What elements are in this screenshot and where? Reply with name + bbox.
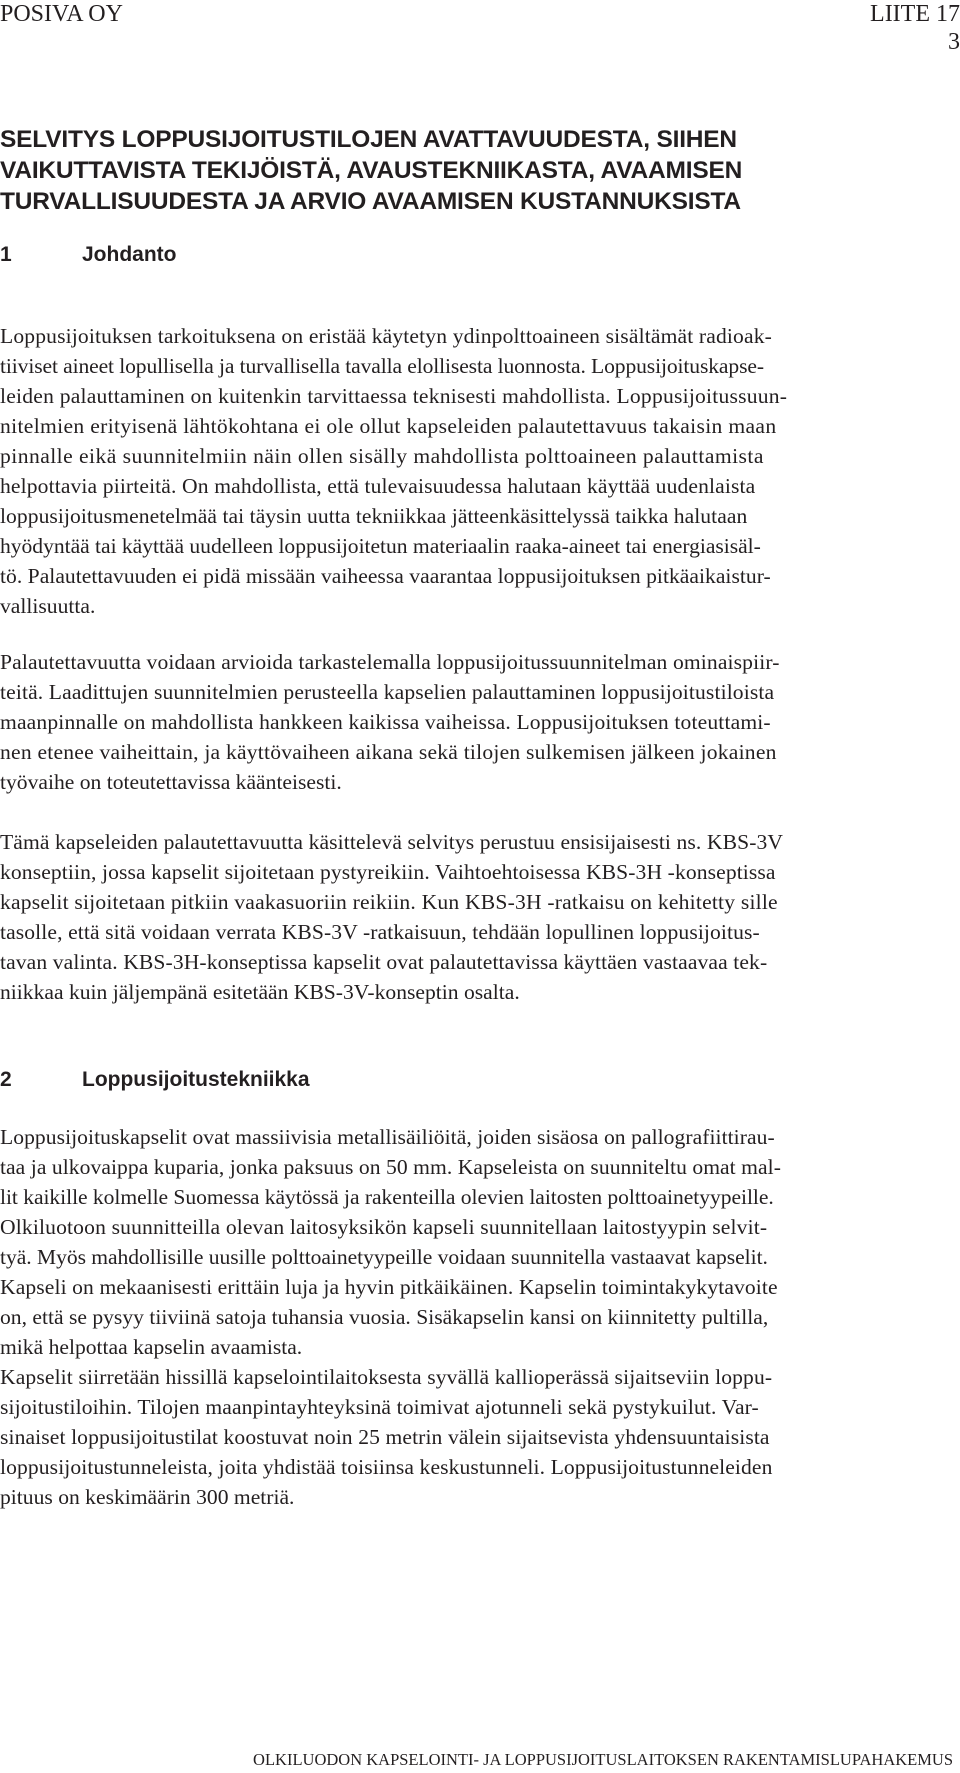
title-line: SELVITYS LOPPUSIJOITUSTILOJEN AVATTAVUUDESTA, SIIHEN <box>0 126 737 153</box>
text-line: tiiviset aineet lopullisella ja turvallisella tavalla elollisesta luonnosta. Loppusijoituskapse- <box>0 354 764 378</box>
page-number: 3 <box>948 29 960 55</box>
text-line: nitelmien erityisenä lähtökohtana ei ole ollut kapseleiden palautettavuus takaisin maan <box>0 414 777 438</box>
paragraph <box>0 1362 960 1512</box>
text-line: tyä. Myös mahdollisille uusille polttoainetyypeille voidaan suunnitella vastaavat kapselit. <box>0 1245 768 1269</box>
text-line: hyödyntää tai käyttää uudelleen loppusijoitetun materiaalin raaka-aineet tai energiasisäl- <box>0 534 761 558</box>
text-line: vallisuutta. <box>0 594 96 618</box>
text-line: helpottavia piirteitä. On mahdollista, että tulevaisuudessa halutaan käyttää uudenlaista <box>0 474 756 498</box>
text-line: sinaiset loppusijoitustilat koostuvat noin 25 metrin välein sijaitsevista yhdensuuntaisista <box>0 1425 770 1449</box>
text-line: niikkaa kuin jäljempänä esitetään KBS-3V-konseptin osalta. <box>0 980 520 1004</box>
text-line: Loppusijoituskapselit ovat massiivisia metallisäiliöitä, joiden sisäosa on pallografiittirau- <box>0 1125 775 1149</box>
text-line: tavan valinta. KBS-3H-konseptissa kapselit ovat palautettavissa käyttäen vastaavaa tek- <box>0 950 768 974</box>
page-footer: OLKILUODON KAPSELOINTI- JA LOPPUSIJOITUSLAITOKSEN RAKENTAMISLUPAHAKEMUS <box>253 1750 953 1769</box>
text-line: leiden palauttaminen on kuitenkin tarvittaessa teknisesti mahdollista. Loppusijoitussuun- <box>0 384 788 408</box>
title-line: VAIKUTTAVISTA TEKIJÖISTÄ, AVAUSTEKNIIKASTA, AVAAMISEN <box>0 157 743 184</box>
text-line: tö. Palautettavuuden ei pidä missään vaiheessa vaarantaa loppusijoituksen pitkäaikaistur- <box>0 564 771 588</box>
text-line: loppusijoitusmenetelmää tai täysin uutta tekniikkaa jätteenkäsittelyssä taikka halutaan <box>0 504 748 528</box>
text-line: mikä helpottaa kapselin avaamista. <box>0 1335 303 1359</box>
text-line: lit kaikille kolmelle Suomessa käytössä ja rakenteilla olevien laitosten polttoainetyypeille. <box>0 1185 774 1209</box>
header-company: POSIVA OY <box>0 1 123 27</box>
text-line: Palautettavuutta voidaan arvioida tarkastelemalla loppusijoitussuunnitelman ominaispiir- <box>0 650 780 674</box>
text-line: maanpinnalle on mahdollista hankkeen kaikissa vaiheissa. Loppusijoituksen toteuttami- <box>0 710 771 734</box>
paragraph <box>0 321 960 621</box>
text-line: on, että se pysyy tiiviinä satoja tuhansia vuosia. Sisäkapselin kansi on kiinnitetty pultilla, <box>0 1305 769 1329</box>
title-line: TURVALLISUUDESTA JA ARVIO AVAAMISEN KUSTANNUKSISTA <box>0 188 741 215</box>
text-line: Kapselit siirretään hissillä kapselointilaitoksesta syvällä kallioperässä sijaitseviin loppu- <box>0 1365 773 1389</box>
text-line: teitä. Laadittujen suunnitelmien perusteella kapselien palauttaminen loppusijoitustiloista <box>0 680 775 704</box>
text-line: taa ja ulkovaippa kuparia, jonka paksuus on 50 mm. Kapseleista on suunniteltu omat mal- <box>0 1155 781 1179</box>
section-number: 2 <box>0 1068 12 1091</box>
section-heading-johdanto <box>0 242 177 268</box>
text-line: Tämä kapseleiden palautettavuutta käsittelevä selvitys perustuu ensisijaisesti ns. KBS-3V <box>0 830 784 854</box>
header-appendix-block <box>870 0 960 56</box>
text-line: tasolle, että sitä voidaan verrata KBS-3V -ratkaisuun, tehdään lopullinen loppusijoitus- <box>0 920 760 944</box>
text-line: kapselit sijoitetaan pitkiin vaakasuoriin reikiin. Kun KBS-3H -ratkaisu on kehitetty sille <box>0 890 778 914</box>
section-number: 1 <box>0 243 12 266</box>
text-line: Kapseli on mekaanisesti erittäin luja ja hyvin pitkäikäinen. Kapselin toimintakykytavoite <box>0 1275 778 1299</box>
header-appendix: LIITE 17 <box>870 1 960 27</box>
text-line: Olkiluotoon suunnitteilla olevan laitosyksikön kapseli suunnitellaan laitostyypin selvit- <box>0 1215 768 1239</box>
paragraph <box>0 647 960 797</box>
document-title <box>0 124 920 217</box>
paragraph <box>0 1122 960 1362</box>
paragraph <box>0 827 960 1007</box>
text-line: konseptiin, jossa kapselit sijoitetaan pystyreikiin. Vaihtoehtoisessa KBS-3H -konseptissa <box>0 860 776 884</box>
section-heading-loppusijoitustekniikka <box>0 1067 310 1093</box>
text-line: pinnalle eikä suunnitelmiin näin ollen sisälly mahdollista polttoaineen palauttamista <box>0 444 764 468</box>
text-line: pituus on keskimäärin 300 metriä. <box>0 1485 295 1509</box>
text-line: Loppusijoituksen tarkoituksena on eristää käytetyn ydinpolttoaineen sisältämät radioak- <box>0 324 772 348</box>
text-line: työvaihe on toteutettavissa käänteisesti. <box>0 770 342 794</box>
section-title: Loppusijoitustekniikka <box>82 1068 310 1091</box>
section-title: Johdanto <box>82 243 177 266</box>
text-line: loppusijoitustunneleista, joita yhdistää toisiinsa keskustunneli. Loppusijoitustunneleiden <box>0 1455 773 1479</box>
text-line: sijoitustiloihin. Tilojen maanpintayhteyksinä toimivat ajotunneli sekä pystykuilut. Var- <box>0 1395 759 1419</box>
text-line: nen etenee vaiheittain, ja käyttövaiheen aikana sekä tilojen sulkemisen jälkeen jokainen <box>0 740 777 764</box>
